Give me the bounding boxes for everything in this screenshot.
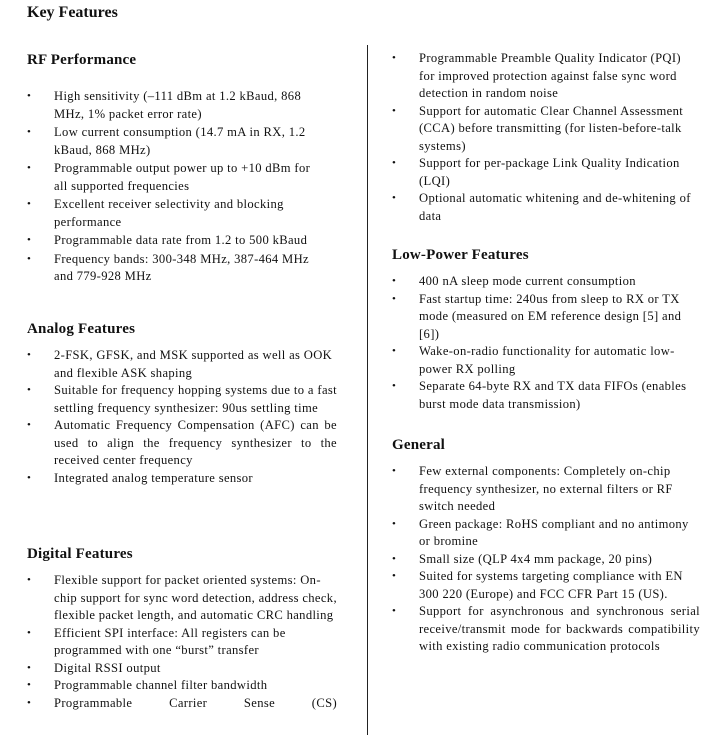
section-heading-low-power-features: Low-Power Features xyxy=(392,247,529,263)
list-item: • Programmable data rate from 1.2 to 500 kBaud xyxy=(27,232,327,250)
list-item: • Programmable Carrier Sense (CS) xyxy=(27,695,337,713)
column-divider xyxy=(367,45,368,735)
list-item: • Programmable Preamble Quality Indicator (PQI) for improved protection against false sync word detection in random noise xyxy=(392,50,692,103)
list-item: • Optional automatic whitening and de-whitening of data xyxy=(392,190,692,225)
list-item: • Support for automatic Clear Channel Assessment (CCA) before transmitting (for listen-before-talk systems) xyxy=(392,103,692,156)
list-item: • Suited for systems targeting compliance with EN 300 220 (Europe) and FCC CFR Part 15 (US). xyxy=(392,568,700,603)
page-title: Key Features xyxy=(27,4,118,21)
rf-performance-list xyxy=(27,88,327,286)
list-item: • Wake-on-radio functionality for automatic low-power RX polling xyxy=(392,343,692,378)
list-item: • Excellent receiver selectivity and blocking performance xyxy=(27,196,327,231)
section-heading-analog-features: Analog Features xyxy=(27,321,136,337)
list-item: • Low current consumption (14.7 mA in RX, 1.2 kBaud, 868 MHz) xyxy=(27,124,327,159)
list-item: • Frequency bands: 300-348 MHz, 387-464 MHz and 779-928 MHz xyxy=(27,251,327,286)
section-heading-general: General xyxy=(392,437,446,453)
section-heading-rf-performance: RF Performance xyxy=(27,52,137,68)
list-item: • 2-FSK, GFSK, and MSK supported as well as OOK and flexible ASK shaping xyxy=(27,347,337,382)
section-heading-digital-features: Digital Features xyxy=(27,546,133,562)
list-item: • Fast startup time: 240us from sleep to RX or TX mode (measured on EM reference design [5] and [6]) xyxy=(392,291,692,344)
list-item: • Support for asynchronous and synchronous serial receive/transmit mode for backwards compatibility with existing radio communication protocols xyxy=(392,603,700,656)
list-item: • Flexible support for packet oriented systems: On-chip support for sync word detection, address check, flexible packet length, and automatic CRC handling xyxy=(27,572,337,625)
list-item: • Programmable channel filter bandwidth xyxy=(27,677,337,695)
list-item: • Programmable output power up to +10 dBm for all supported frequencies xyxy=(27,160,327,195)
list-item: • Few external components: Completely on-chip frequency synthesizer, no external filters or RF switch needed xyxy=(392,463,700,516)
low-power-features-list xyxy=(392,273,692,413)
analog-features-list xyxy=(27,347,337,487)
list-item: • High sensitivity (–111 dBm at 1.2 kBaud, 868 MHz, 1% packet error rate) xyxy=(27,88,327,123)
list-item: • Separate 64-byte RX and TX data FIFOs (enables burst mode data transmission) xyxy=(392,378,692,413)
list-item: • Green package: RoHS compliant and no antimony or bromine xyxy=(392,516,700,551)
general-list xyxy=(392,463,700,656)
list-item: • Automatic Frequency Compensation (AFC) can be used to align the frequency synthesizer to the received center frequency xyxy=(27,417,337,470)
digital-features-continued-list xyxy=(392,50,692,225)
list-item: • Integrated analog temperature sensor xyxy=(27,470,337,488)
list-item: • Small size (QLP 4x4 mm package, 20 pins) xyxy=(392,551,700,569)
list-item: • Efficient SPI interface: All registers can be programmed with one “burst” transfer xyxy=(27,625,337,660)
list-item: • Digital RSSI output xyxy=(27,660,337,678)
list-item: • 400 nA sleep mode current consumption xyxy=(392,273,692,291)
list-item: • Suitable for frequency hopping systems due to a fast settling frequency synthesizer: 90us settling time xyxy=(27,382,337,417)
list-item: • Support for per-package Link Quality Indication (LQI) xyxy=(392,155,692,190)
digital-features-list xyxy=(27,572,337,712)
